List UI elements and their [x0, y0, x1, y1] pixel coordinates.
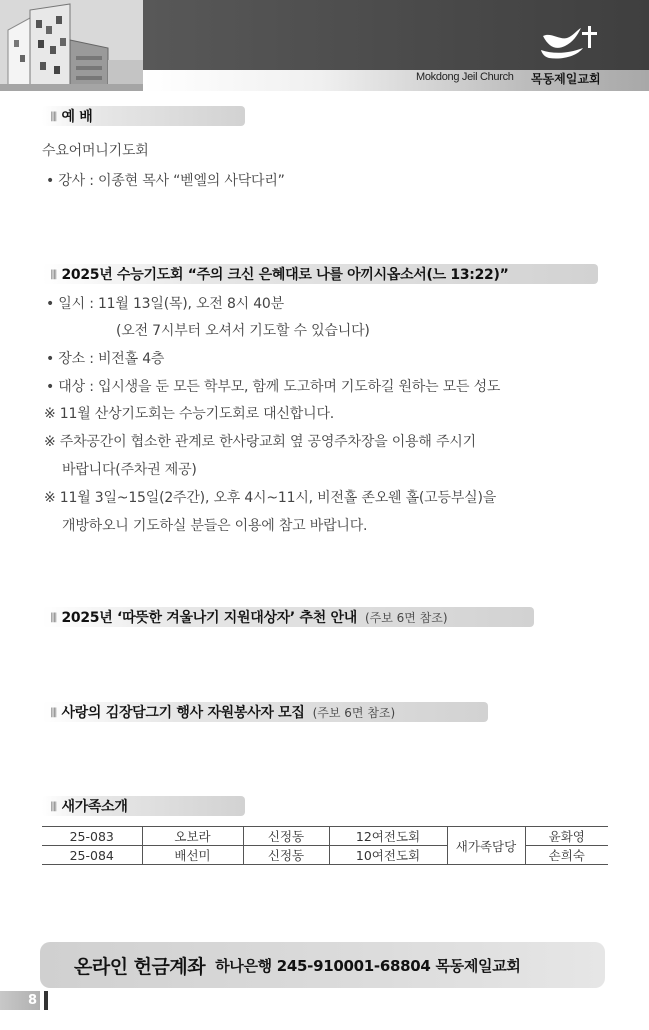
page-number: 8	[0, 991, 40, 1010]
bars-icon: ||||	[50, 706, 56, 718]
bank-detail: 하나은행 245-910001-68804 목동제일교회	[215, 956, 521, 975]
dove-cross-icon	[537, 18, 607, 63]
section-note: (주보 6면 참조)	[364, 610, 448, 625]
page-number-mark	[44, 991, 48, 1010]
church-name-korean: 목동제일교회	[531, 72, 601, 86]
bars-icon: ||||	[50, 611, 56, 623]
section-heading-winter-support	[42, 607, 534, 627]
worship-speaker: • 강사 : 이종현 목사 “벧엘의 사닥다리”	[46, 173, 285, 189]
table-cell: 신정동	[243, 827, 329, 846]
exam-line: ※ 11월 3일~15일(2주간), 오후 4시~11시, 비전홀 존오웬 홀(고등부실)을	[44, 490, 497, 506]
section-title: 예 배	[61, 109, 93, 125]
new-family-table	[42, 826, 608, 865]
section-title: 2025년 ‘따뜻한 겨울나기 지원대상자’ 추천 안내	[61, 610, 357, 626]
exam-line: • 대상 : 입시생을 둔 모든 학부모, 함께 도고하며 기도하길 원하는 모든 성도	[46, 379, 501, 395]
section-heading-exam-prayer	[42, 264, 598, 284]
church-name-english: Mokdong Jeil Church	[416, 71, 514, 83]
bars-icon: ||||	[50, 800, 56, 812]
table-cell: 12여전도회	[329, 827, 447, 846]
exam-line: • 장소 : 비전홀 4층	[46, 351, 165, 367]
exam-line: ※ 주차공간이 협소한 관계로 한사랑교회 옆 공영주차장을 이용해 주시기	[44, 434, 476, 450]
bars-icon: ||||	[50, 268, 56, 280]
section-heading-new-family	[42, 796, 245, 816]
section-heading-worship	[42, 106, 245, 126]
section-title: 사랑의 김장담그기 행사 자원봉사자 모집	[61, 705, 305, 721]
exam-line: 개방하오니 기도하실 분들은 이용에 참고 바랍니다.	[62, 518, 368, 534]
table-row	[42, 827, 608, 846]
table-cell: 10여전도회	[329, 846, 447, 865]
exam-line: (오전 7시부터 오셔서 기도할 수 있습니다)	[116, 323, 370, 339]
table-cell: 오보라	[142, 827, 243, 846]
section-title: 2025년 수능기도회 “주의 크신 은혜대로 나를 아끼시옵소서(느 13:22)”	[61, 267, 509, 283]
bank-title: 온라인 헌금계좌	[74, 955, 206, 978]
section-note: (주보 6면 참조)	[312, 705, 396, 720]
church-building-photo	[0, 0, 143, 91]
exam-line: • 일시 : 11월 13일(목), 오전 8시 40분	[46, 296, 284, 312]
exam-line: 바랍니다(주차권 제공)	[62, 462, 197, 478]
section-heading-kimjang	[42, 702, 488, 722]
table-cell: 윤화영	[525, 827, 608, 846]
table-cell: 25-084	[42, 846, 142, 865]
table-cell: 배선미	[142, 846, 243, 865]
table-cell: 손희숙	[525, 846, 608, 865]
page-header	[0, 0, 649, 91]
table-cell-group-label: 새가족담당	[447, 827, 525, 865]
bars-icon: ||||	[50, 110, 56, 122]
exam-line: ※ 11월 산상기도회는 수능기도회로 대신합니다.	[44, 406, 335, 422]
bank-account-bar	[40, 942, 605, 988]
worship-subtitle: 수요어머니기도회	[42, 143, 149, 159]
section-title: 새가족소개	[61, 799, 128, 815]
table-cell: 신정동	[243, 846, 329, 865]
table-cell: 25-083	[42, 827, 142, 846]
